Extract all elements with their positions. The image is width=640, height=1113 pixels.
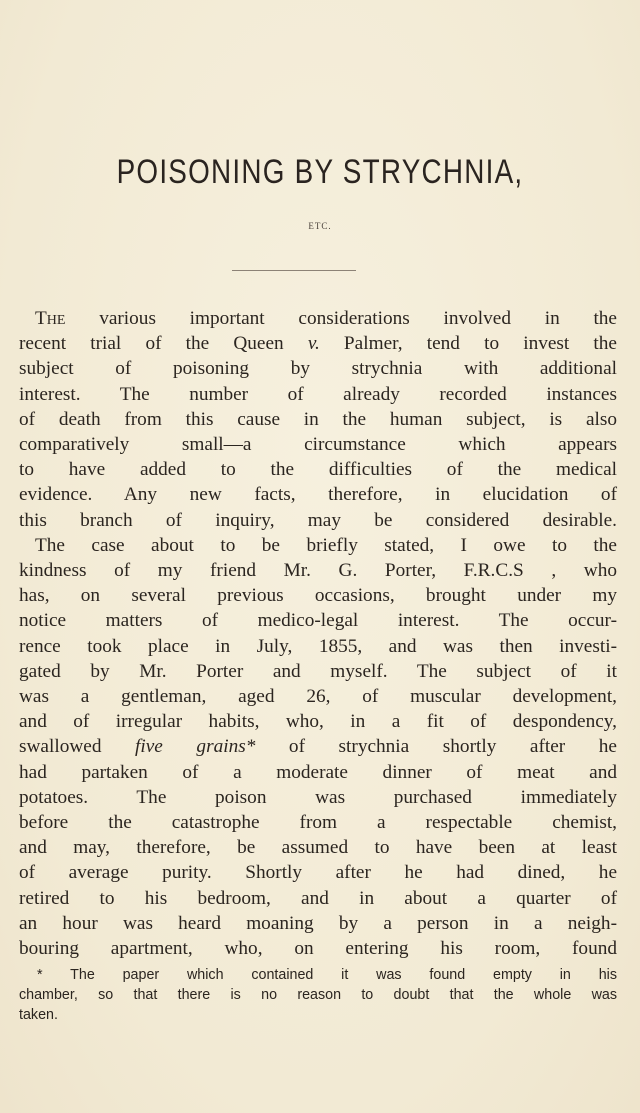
text-line: had partaken of a moderate dinner of meat and: [19, 761, 617, 783]
text-line: and of irregular habits, who, in a fit of despondency,: [19, 711, 617, 733]
text-line: gated by Mr. Porter and myself. The subject of it: [19, 660, 617, 682]
text-line: to have added to the difficulties of the medical: [19, 459, 617, 481]
text-line: evidence. Any new facts, therefore, in elucidation of: [19, 484, 617, 506]
page-subtitle: ETC.: [308, 221, 332, 231]
text-line: notice matters of medico-legal interest. The occur-: [19, 610, 617, 632]
body-paragraph: [19, 306, 617, 961]
text-line: The case about to be briefly stated, I owe to the: [35, 534, 617, 556]
emphasis: five grains*: [135, 736, 256, 758]
text-line: has, on several previous occasions, brought under my: [19, 585, 617, 607]
text-line: comparatively small—a circumstance which appears: [19, 434, 617, 456]
text-line: recent trial of the Queen v. Palmer, tend to invest the: [19, 333, 617, 355]
text-line: rence took place in July, 1855, and was then investi-: [19, 635, 617, 657]
text-line: before the catastrophe from a respectable chemist,: [19, 812, 617, 834]
page-title: POISONING BY STRYCHNIA,: [116, 153, 524, 191]
text-line: kindness of my friend Mr. G. Porter, F.R.C.S , who: [19, 560, 617, 582]
text-line: of average purity. Shortly after he had dined, he: [19, 862, 617, 884]
title-divider: [232, 270, 356, 271]
text-line: and may, therefore, be assumed to have been at least: [19, 837, 617, 859]
footnote-line: chamber, so that there is no reason to doubt that the whole was: [19, 987, 617, 1003]
text-line: The various important considerations involved in the: [35, 308, 617, 329]
text-line: swallowed five grains* of strychnia shortly after he: [19, 736, 617, 758]
text-line: retired to his bedroom, and in about a quarter of: [19, 887, 617, 909]
text-line: was a gentleman, aged 26, of muscular development,: [19, 686, 617, 708]
text-line: of death from this cause in the human subject, is also: [19, 408, 617, 430]
emphasis: v.: [307, 333, 320, 355]
text-line: interest. The number of already recorded instances: [19, 383, 617, 405]
footnote-line: taken.: [19, 1007, 58, 1023]
text-line: potatoes. The poison was purchased immediately: [19, 786, 617, 808]
lead-word: The: [35, 308, 66, 329]
text-line: this branch of inquiry, may be considered desirable.: [19, 509, 617, 531]
text-line: subject of poisoning by strychnia with additional: [19, 358, 617, 380]
footnote: [19, 965, 617, 1025]
text-line: bouring apartment, who, on entering his room, found: [19, 938, 617, 960]
text-line: an hour was heard moaning by a person in a neigh-: [19, 912, 617, 934]
footnote-line: * The paper which contained it was found empty in his: [37, 967, 617, 983]
